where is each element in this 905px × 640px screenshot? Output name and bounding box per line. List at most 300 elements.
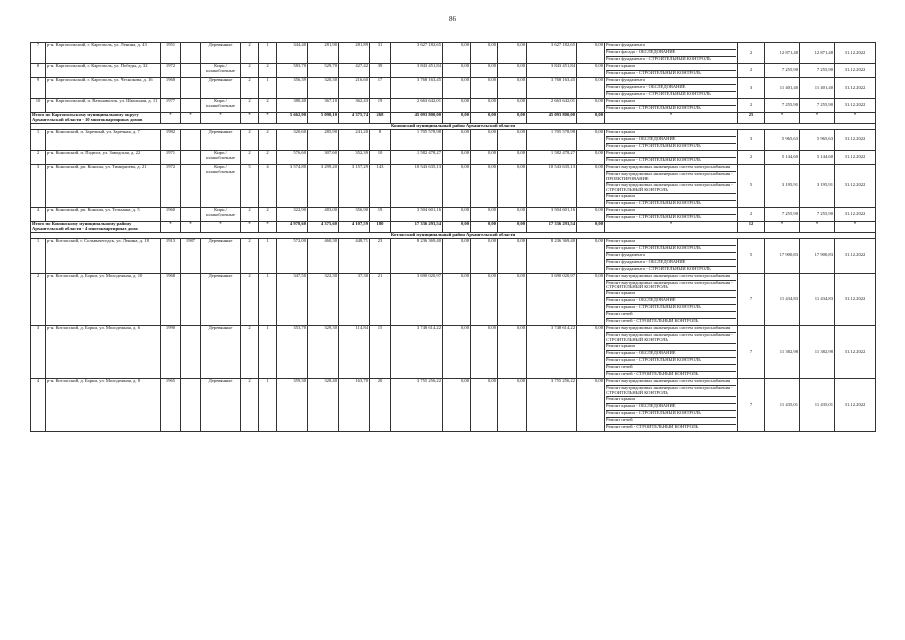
address-cell: р-н. Каргопольский, г. Каргополь, ул. Чеснокова, д. 16 xyxy=(46,78,161,99)
total-date-cell: * xyxy=(835,113,876,124)
fund-cell: 0,00 xyxy=(443,64,471,78)
regional-budget-cell: 0,00 xyxy=(471,238,498,273)
regional-budget-cell: 0,00 xyxy=(471,43,498,64)
floors-cell: 2 xyxy=(241,273,259,326)
asterisk-cell: * xyxy=(181,221,201,232)
year-reconstruction-cell: 1987 xyxy=(181,238,201,273)
wall-material-cell: Деревянные xyxy=(201,238,241,273)
total-a1-cell: 4 978,60 xyxy=(277,221,308,232)
address-cell: р-н. Коношский, п. Заречный, ул. Заречная, д. 7 xyxy=(46,129,161,150)
table-row xyxy=(31,43,876,64)
owned-area-cell: 362,43 xyxy=(339,99,370,113)
owned-area-cell: 356,90 xyxy=(339,207,370,221)
work-count-cell: 2 xyxy=(738,150,765,164)
local-budget-cell: 0,00 xyxy=(498,164,527,207)
max-unit-cost-cell: 11 382,98 xyxy=(800,326,835,379)
local-budget-cell: 0,00 xyxy=(498,150,527,164)
address-cell: р-н. Каргопольский, г. Каргополь, ул. Победы, д. 32 xyxy=(46,64,161,78)
entrances-cell: 4 xyxy=(259,164,277,207)
work-type-item: Ремонт внутридомовых инженерных систем электроснабжения - СТРОИТЕЛЬНЫЙ КОНТРОЛЬ xyxy=(606,386,736,397)
year-reconstruction-cell xyxy=(181,64,201,78)
other-funds-cell: 0,00 xyxy=(577,129,605,150)
work-type-item: Ремонт фундамента - ОБСЛЕДОВАНИЕ xyxy=(606,260,736,267)
fund-cell: 0,00 xyxy=(443,379,471,432)
year-built-cell: 1951 xyxy=(161,43,181,64)
year-reconstruction-cell xyxy=(181,207,201,221)
program-table xyxy=(30,42,876,432)
total-works-cell: * xyxy=(605,113,738,124)
total-f2-cell: 0,00 xyxy=(471,113,498,124)
total-a3-cell: 4 107,59 xyxy=(339,221,370,232)
year-reconstruction-cell xyxy=(181,150,201,164)
work-types-cell xyxy=(605,164,738,207)
living-area-cell: 529,70 xyxy=(308,64,339,78)
table-row xyxy=(31,238,876,273)
address-cell: р-н. Котласский, д. Борки, ул. Молодежная, д. 8 xyxy=(46,379,161,432)
work-count-cell: 5 xyxy=(738,164,765,207)
total-works-cell: * xyxy=(605,221,738,232)
owned-area-cell: 352,39 xyxy=(339,150,370,164)
owner-funds-cell: 3 690 020,97 xyxy=(527,273,577,326)
work-type-item: Ремонт крыши xyxy=(606,239,736,246)
owned-area-cell: 114,84 xyxy=(339,326,370,379)
work-type-item: Ремонт внутридомовых инженерных систем электроснабжения - СТРОИТЕЛЬНЫЙ КОНТРОЛЬ xyxy=(606,333,736,344)
year-reconstruction-cell xyxy=(181,273,201,326)
living-area-cell: 281,90 xyxy=(308,43,339,64)
table-row xyxy=(31,379,876,432)
entrances-cell: 2 xyxy=(259,64,277,78)
work-count-cell: 5 xyxy=(738,238,765,273)
year-reconstruction-cell xyxy=(181,164,201,207)
regional-budget-cell: 0,00 xyxy=(471,150,498,164)
unit-cost-cell: 11 382,98 xyxy=(765,326,800,379)
work-type-item: Ремонт фундамента - СТРОИТЕЛЬНЫЙ КОНТРОЛЬ xyxy=(606,265,711,271)
work-type-item: Ремонт фасада - ОБСЛЕДОВАНИЕ xyxy=(606,50,736,57)
residents-cell: 21 xyxy=(370,273,391,326)
table-row xyxy=(31,129,876,150)
work-count-cell: 2 xyxy=(738,43,765,64)
residents-cell: 10 xyxy=(370,150,391,164)
wall-material-cell: Кирп./ шлакоблочные xyxy=(201,150,241,164)
fund-cell: 0,00 xyxy=(443,207,471,221)
wall-material-cell: Деревянные xyxy=(201,78,241,99)
regional-budget-cell: 0,00 xyxy=(471,64,498,78)
work-type-item: Ремонт крыши - СТРОИТЕЛЬНЫЙ КОНТРОЛЬ xyxy=(606,70,701,75)
regional-budget-cell: 0,00 xyxy=(471,326,498,379)
living-area-cell: 320,30 xyxy=(308,78,339,99)
owner-funds-cell: 3 755 256,22 xyxy=(527,379,577,432)
total-area-cell: 576,60 xyxy=(277,150,308,164)
max-unit-cost-cell: 7 255,90 xyxy=(800,64,835,78)
work-type-item: Ремонт крыши xyxy=(606,64,736,71)
unit-cost-cell: 7 255,90 xyxy=(765,99,800,113)
address-cell: р-н. Коношский, рп. Коноша, ул. Тимирязева, д. 21 xyxy=(46,164,161,207)
total-area-cell: 380,40 xyxy=(277,99,308,113)
total-area-cell: 3 574,80 xyxy=(277,164,308,207)
section-total-row xyxy=(31,221,876,232)
residents-cell: 39 xyxy=(370,64,391,78)
work-count-cell: 3 xyxy=(738,78,765,99)
total-f1-cell: 0,00 xyxy=(443,113,471,124)
living-area-cell: 3 299,20 xyxy=(308,164,339,207)
owner-funds-cell: 3 768 163,45 xyxy=(527,78,577,99)
table-row xyxy=(31,99,876,113)
total-f3-cell: 0,00 xyxy=(498,113,527,124)
regional-budget-cell: 0,00 xyxy=(471,129,498,150)
total-a2-cell: 5 090,10 xyxy=(308,113,339,124)
work-type-item: Ремонт крыши - ОБСЛЕДОВАНИЕ xyxy=(606,137,736,144)
entrances-cell: 2 xyxy=(259,150,277,164)
total-f2-cell: 0,00 xyxy=(471,221,498,232)
work-count-cell: 7 xyxy=(738,273,765,326)
work-count-cell: 7 xyxy=(738,379,765,432)
work-type-item: Ремонт внутридомовых инженерных систем электроснабжения - СТРОИТЕЛЬНЫЙ КОНТРОЛЬ xyxy=(606,281,736,292)
total-area-cell: 356,39 xyxy=(277,78,308,99)
work-types-cell xyxy=(605,273,738,326)
unit-cost-cell: 3 195,91 xyxy=(765,164,800,207)
completion-date-cell: 31.12.2022 xyxy=(835,78,876,99)
year-built-cell: 1982 xyxy=(161,129,181,150)
residents-cell: 15 xyxy=(370,326,391,379)
work-type-item: Ремонт крыши - СТРОИТЕЛЬНЫЙ КОНТРОЛЬ xyxy=(606,305,736,312)
address-cell: р-н. Каргопольский, п. Ватьнаволок, ул. Школьная, д. 11 xyxy=(46,99,161,113)
other-funds-cell: 0,00 xyxy=(577,326,605,379)
owned-area-cell: 241,20 xyxy=(339,129,370,150)
asterisk-cell: * xyxy=(161,113,181,124)
work-count-cell: 2 xyxy=(738,64,765,78)
fund-cell: 0,00 xyxy=(443,43,471,64)
owned-area-cell: 37,30 xyxy=(339,273,370,326)
floors-cell: 2 xyxy=(241,129,259,150)
year-built-cell: 1977 xyxy=(161,99,181,113)
year-built-cell: 1971 xyxy=(161,150,181,164)
table-row xyxy=(31,150,876,164)
floors-cell: 2 xyxy=(241,64,259,78)
total-cost-cell: 3 690 020,97 xyxy=(391,273,443,326)
year-built-cell: 1960 xyxy=(161,207,181,221)
owned-area-cell: 281,89 xyxy=(339,43,370,64)
total-cost-cell: 3 755 256,22 xyxy=(391,379,443,432)
entrances-cell: 1 xyxy=(259,273,277,326)
regional-budget-cell: 0,00 xyxy=(471,273,498,326)
row-number-cell: 3 xyxy=(31,326,46,379)
year-reconstruction-cell xyxy=(181,379,201,432)
total-date-cell: * xyxy=(835,221,876,232)
row-number-cell: 8 xyxy=(31,64,46,78)
work-type-item: Ремонт фундамента xyxy=(606,78,736,85)
unit-cost-cell: 11 401,40 xyxy=(765,78,800,99)
work-type-item: Ремонт крыши - СТРОИТЕЛЬНЫЙ КОНТРОЛЬ xyxy=(606,199,701,205)
row-number-cell: 1 xyxy=(31,238,46,273)
section-total-row xyxy=(31,113,876,124)
entrances-cell: 2 xyxy=(259,129,277,150)
work-type-item: Ремонт печей xyxy=(606,365,736,372)
floors-cell: 2 xyxy=(241,326,259,379)
work-count-cell: 7 xyxy=(738,326,765,379)
owned-area-cell: 216,60 xyxy=(339,78,370,99)
total-label: Итого по Каргопольскому муниципальному округу Архангельской области - 10 многоквартирных домов xyxy=(31,113,161,124)
completion-date-cell: 31.12.2022 xyxy=(835,238,876,273)
owner-funds-cell: 3 504 601,16 xyxy=(527,207,577,221)
total-k-cell: 25 xyxy=(738,113,765,124)
year-built-cell: 1972 xyxy=(161,164,181,207)
living-area-cell: 307,60 xyxy=(308,150,339,164)
year-reconstruction-cell xyxy=(181,43,201,64)
address-cell: р-н. Коношский, п. Подюга, ул. Заводская, д. 22 xyxy=(46,150,161,164)
work-type-item: Ремонт крыши xyxy=(606,194,736,201)
entrances-cell: 2 xyxy=(259,99,277,113)
floors-cell: 2 xyxy=(241,238,259,273)
other-funds-cell: 0,00 xyxy=(577,78,605,99)
page-number: 86 xyxy=(449,15,456,23)
other-funds-cell: 0,00 xyxy=(577,43,605,64)
wall-material-cell: Кирп./ шлакоблочные xyxy=(201,99,241,113)
total-total-cell: 45 093 800,00 xyxy=(391,113,443,124)
year-built-cell: 1972 xyxy=(161,64,181,78)
asterisk-cell: * xyxy=(259,221,277,232)
table-row xyxy=(31,207,876,221)
work-type-item: Ремонт внутридомовых инженерных систем электроснабжения xyxy=(606,274,736,281)
total-u2-cell: * xyxy=(800,113,835,124)
unit-cost-cell: 5 965,63 xyxy=(765,129,800,150)
work-types-cell xyxy=(605,326,738,379)
completion-date-cell: 31.12.2022 xyxy=(835,164,876,207)
max-unit-cost-cell: 11 435,01 xyxy=(800,379,835,432)
other-funds-cell: 0,00 xyxy=(577,273,605,326)
address-cell: р-н. Котласский, д. Борки, ул. Молодежная, д. 10 xyxy=(46,273,161,326)
residents-cell: 17 xyxy=(370,78,391,99)
fund-cell: 0,00 xyxy=(443,150,471,164)
local-budget-cell: 0,00 xyxy=(498,78,527,99)
owner-funds-cell: 8 236 369,40 xyxy=(527,238,577,273)
address-cell: р-н. Котласский, д. Борки, ул. Молодежная, д. 6 xyxy=(46,326,161,379)
owned-area-cell: 163,70 xyxy=(339,379,370,432)
total-cost-cell: 3 748 614,22 xyxy=(391,326,443,379)
work-type-item: Ремонт крыши xyxy=(606,208,736,215)
work-types-cell xyxy=(605,99,738,113)
max-unit-cost-cell: 11 434,83 xyxy=(800,273,835,326)
total-f3-cell: 0,00 xyxy=(498,221,527,232)
owner-funds-cell: 3 627 182,65 xyxy=(527,43,577,64)
work-type-item: Ремонт внутридомовых инженерных систем электроснабжения - СТРОИТЕЛЬНЫЙ КОНТРОЛЬ xyxy=(606,183,736,194)
asterisk-cell: * xyxy=(201,221,241,232)
residents-cell: 19 xyxy=(370,99,391,113)
total-f4-cell: 0,00 xyxy=(577,113,605,124)
total-cost-cell: 3 768 163,45 xyxy=(391,78,443,99)
table-row xyxy=(31,78,876,99)
asterisk-cell: * xyxy=(259,113,277,124)
work-type-item: Ремонт крыши - СТРОИТЕЛЬНЫЙ КОНТРОЛЬ xyxy=(606,411,736,418)
unit-cost-cell: 11 435,01 xyxy=(765,379,800,432)
owned-area-cell: 3 157,29 xyxy=(339,164,370,207)
work-type-item: Ремонт внутридомовых инженерных систем электроснабжения xyxy=(606,165,736,172)
total-total-cell: 17 336 293,54 xyxy=(391,221,443,232)
local-budget-cell: 0,00 xyxy=(498,273,527,326)
total-k-cell: 12 xyxy=(738,221,765,232)
fund-cell: 0,00 xyxy=(443,164,471,207)
completion-date-cell: 31.12.2022 xyxy=(835,99,876,113)
living-area-cell: 285,90 xyxy=(308,129,339,150)
total-a1-cell: 5 662,90 xyxy=(277,113,308,124)
floors-cell: 2 xyxy=(241,150,259,164)
residents-cell: 8 xyxy=(370,129,391,150)
fund-cell: 0,00 xyxy=(443,326,471,379)
unit-cost-cell: 5 144,60 xyxy=(765,150,800,164)
fund-cell: 0,00 xyxy=(443,273,471,326)
table-row xyxy=(31,273,876,326)
total-a2-cell: 4 375,60 xyxy=(308,221,339,232)
work-count-cell: 2 xyxy=(738,99,765,113)
total-res-cell: 268 xyxy=(370,113,391,124)
work-type-item: Ремонт крыши - ОБСЛЕДОВАНИЕ xyxy=(606,404,736,411)
work-type-item: Ремонт крыши xyxy=(606,344,736,351)
wall-material-cell: Деревянные xyxy=(201,379,241,432)
year-built-cell: 1990 xyxy=(161,326,181,379)
unit-cost-cell: 7 255,90 xyxy=(765,64,800,78)
year-built-cell: 1913 xyxy=(161,238,181,273)
total-cost-cell: 3 627 182,65 xyxy=(391,43,443,64)
work-type-item: Ремонт крыши - СТРОИТЕЛЬНЫЙ КОНТРОЛЬ xyxy=(606,105,701,110)
total-u1-cell: * xyxy=(765,113,800,124)
residents-cell: 19 xyxy=(370,207,391,221)
other-funds-cell: 0,00 xyxy=(577,99,605,113)
owner-funds-cell: 1 705 578,98 xyxy=(527,129,577,150)
work-type-item: Ремонт крыши - ОБСЛЕДОВАНИЕ xyxy=(606,351,736,358)
living-area-cell: 367,10 xyxy=(308,99,339,113)
total-cost-cell: 8 236 369,40 xyxy=(391,238,443,273)
total-area-cell: 320,60 xyxy=(277,129,308,150)
local-budget-cell: 0,00 xyxy=(498,379,527,432)
total-area-cell: 347,50 xyxy=(277,273,308,326)
other-funds-cell: 0,00 xyxy=(577,150,605,164)
work-type-item: Ремонт фундамента - СТРОИТЕЛЬНЫЙ КОНТРОЛЬ xyxy=(606,56,711,61)
table-row xyxy=(31,164,876,207)
owned-area-cell: 448,71 xyxy=(339,238,370,273)
max-unit-cost-cell: 11 401,40 xyxy=(800,78,835,99)
wall-material-cell: Кирп./ шлакоблочные xyxy=(201,164,241,207)
total-area-cell: 353,70 xyxy=(277,326,308,379)
max-unit-cost-cell: 5 144,60 xyxy=(800,150,835,164)
year-reconstruction-cell xyxy=(181,99,201,113)
other-funds-cell: 0,00 xyxy=(577,164,605,207)
regional-budget-cell: 0,00 xyxy=(471,99,498,113)
work-type-item: Ремонт печей xyxy=(606,418,736,425)
work-type-item: Ремонт фундамента - СТРОИТЕЛЬНЫЙ КОНТРОЛЬ xyxy=(606,91,711,96)
work-types-cell xyxy=(605,207,738,221)
total-f4-cell: 0,00 xyxy=(577,221,605,232)
row-number-cell: 3 xyxy=(31,164,46,207)
total-area-cell: 359,30 xyxy=(277,379,308,432)
wall-material-cell: Деревянные xyxy=(201,129,241,150)
work-type-item: Ремонт внутридомовых инженерных систем электроснабжения xyxy=(606,379,736,386)
max-unit-cost-cell: 5 965,63 xyxy=(800,129,835,150)
floors-cell: 2 xyxy=(241,43,259,64)
living-area-cell: 460,30 xyxy=(308,238,339,273)
work-type-item: Ремонт крыши xyxy=(606,397,736,404)
residents-cell: 23 xyxy=(370,238,391,273)
local-budget-cell: 0,00 xyxy=(498,43,527,64)
regional-budget-cell: 0,00 xyxy=(471,164,498,207)
floors-cell: 2 xyxy=(241,78,259,99)
total-area-cell: 572,00 xyxy=(277,238,308,273)
work-type-item: Ремонт крыши - СТРОИТЕЛЬНЫЙ КОНТРОЛЬ xyxy=(606,142,701,148)
fund-cell: 0,00 xyxy=(443,78,471,99)
work-type-item: Ремонт печей - СТРОИТЕЛЬНЫЙ КОНТРОЛЬ xyxy=(606,424,699,430)
total-a3-cell: 4 375,74 xyxy=(339,113,370,124)
row-number-cell: 9 xyxy=(31,78,46,99)
fund-cell: 0,00 xyxy=(443,99,471,113)
residents-cell: 143 xyxy=(370,164,391,207)
total-area-cell: 583,70 xyxy=(277,64,308,78)
row-number-cell: 7 xyxy=(31,43,46,64)
row-number-cell: 4 xyxy=(31,379,46,432)
total-cost-cell: 2 663 642,01 xyxy=(391,99,443,113)
local-budget-cell: 0,00 xyxy=(498,129,527,150)
wall-material-cell: Деревянные xyxy=(201,326,241,379)
living-area-cell: 329,30 xyxy=(308,326,339,379)
asterisk-cell: * xyxy=(241,113,259,124)
max-unit-cost-cell: 7 255,90 xyxy=(800,207,835,221)
floors-cell: 2 xyxy=(241,99,259,113)
work-type-item: Ремонт внутридомовых инженерных систем электроснабжения xyxy=(606,326,736,333)
completion-date-cell: 31.12.2022 xyxy=(835,43,876,64)
work-count-cell: 2 xyxy=(738,207,765,221)
owner-funds-cell: 2 663 642,01 xyxy=(527,99,577,113)
total-own-cell: 45 093 800,00 xyxy=(527,113,577,124)
year-built-cell: 1968 xyxy=(161,273,181,326)
fund-cell: 0,00 xyxy=(443,238,471,273)
living-area-cell: 322,30 xyxy=(308,273,339,326)
work-type-item: Ремонт печей - СТРОИТЕЛЬНЫЙ КОНТРОЛЬ xyxy=(606,371,699,377)
unit-cost-cell: 12 871,48 xyxy=(765,43,800,64)
asterisk-cell: * xyxy=(181,113,201,124)
year-reconstruction-cell xyxy=(181,326,201,379)
address-cell: р-н. Коношский, рп. Коноша, ул. Тельмана, д. 5 xyxy=(46,207,161,221)
asterisk-cell: * xyxy=(241,221,259,232)
work-type-item: Ремонт фундамента - ОБСЛЕДОВАНИЕ xyxy=(606,85,736,92)
total-u2-cell: * xyxy=(800,221,835,232)
work-type-item: Ремонт крыши - СТРОИТЕЛЬНЫЙ КОНТРОЛЬ xyxy=(606,246,736,253)
local-budget-cell: 0,00 xyxy=(498,207,527,221)
address-cell: р-н. Котласский, г. Сольвычегодск, ул. Ленина, д. 18 xyxy=(46,238,161,273)
work-types-cell xyxy=(605,379,738,432)
other-funds-cell: 0,00 xyxy=(577,238,605,273)
wall-material-cell: Деревянные xyxy=(201,43,241,64)
row-number-cell: 1 xyxy=(31,129,46,150)
work-type-item: Ремонт печей - СТРОИТЕЛЬНЫЙ КОНТРОЛЬ xyxy=(606,318,699,324)
local-budget-cell: 0,00 xyxy=(498,326,527,379)
work-types-cell xyxy=(605,64,738,78)
total-cost-cell: 1 705 578,98 xyxy=(391,129,443,150)
section-title: Коношский муниципальный район Архангельской области xyxy=(31,123,876,129)
owned-area-cell: 427,42 xyxy=(339,64,370,78)
work-type-item: Ремонт крыши - ОБСЛЕДОВАНИЕ xyxy=(606,298,736,305)
owner-funds-cell: 10 543 635,13 xyxy=(527,164,577,207)
regional-budget-cell: 0,00 xyxy=(471,207,498,221)
row-number-cell: 10 xyxy=(31,99,46,113)
work-type-item: Ремонт внутридомовых инженерных систем электроснабжения - ПРОЕКТИРОВАНИЕ xyxy=(606,172,736,183)
entrances-cell: 1 xyxy=(259,43,277,64)
work-types-cell xyxy=(605,129,738,150)
work-types-cell xyxy=(605,43,738,64)
max-unit-cost-cell: 12 871,48 xyxy=(800,43,835,64)
max-unit-cost-cell: 17 900,83 xyxy=(800,238,835,273)
total-u1-cell: * xyxy=(765,221,800,232)
completion-date-cell: 31.12.2022 xyxy=(835,326,876,379)
work-count-cell: 3 xyxy=(738,129,765,150)
year-reconstruction-cell xyxy=(181,78,201,99)
table-row xyxy=(31,326,876,379)
